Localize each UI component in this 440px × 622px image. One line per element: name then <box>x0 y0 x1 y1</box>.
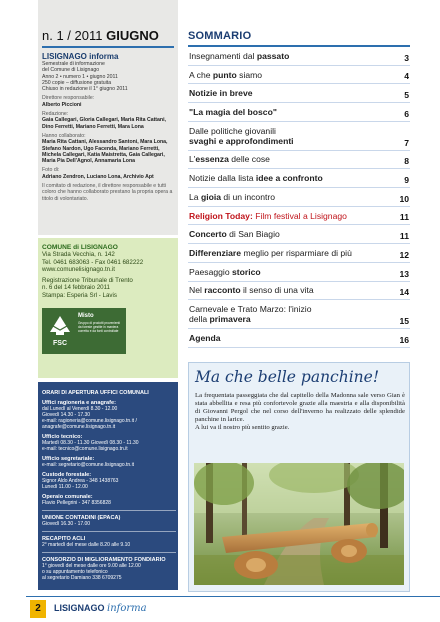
toc-item-text: Film festival a Lisignago <box>252 210 347 221</box>
toc-item-keyword: svaghi e approfondimenti <box>189 135 294 146</box>
consorzio-line: al segretario Damiano 338 6709275 <box>42 575 122 581</box>
office-section-line: Signor Aldo Andrea - 348 1438763 <box>42 478 119 484</box>
toc-page-number: 5 <box>404 90 409 101</box>
issue-number: n. 1 / 2011 <box>42 28 103 43</box>
toc-item[interactable] <box>188 84 410 103</box>
issue-month: GIUGNO <box>106 28 159 43</box>
section-divider <box>42 531 176 532</box>
fsc-badge <box>42 308 126 354</box>
comune-phone: Tel. 0461 683063 - Fax 0461 682222 <box>42 258 144 266</box>
unione-title: UNIONE CONTADINI (EPACA) <box>42 515 121 521</box>
volunteer-note: Il comitato di redazione, il direttore responsabile e tutti coloro che hanno collaborato prestano la propria opera a titolo di volontariato. <box>42 183 173 202</box>
office-section-line: Giovedì 14.30 - 17.30 <box>42 412 91 418</box>
toc-item-keyword: Religion Today: <box>189 210 253 221</box>
comune-address: Via Strada Vecchia, n. 142 <box>42 251 115 259</box>
toc-item-text: Dalle politiche giovanili <box>189 125 276 136</box>
photo-credits-label: Foto di: <box>42 167 60 174</box>
office-section-title: Custode forestale: <box>42 472 92 478</box>
toc-item-keyword: "La magia del bosco" <box>189 107 277 118</box>
toc-item[interactable] <box>188 244 410 263</box>
office-hours-heading: ORARI DI APERTURA UFFICI COMUNALI <box>42 390 149 396</box>
director-name: Alberto Piccioni <box>42 101 82 108</box>
toc-item-keyword: idee a confronto <box>255 173 323 184</box>
table-of-contents <box>188 30 410 348</box>
office-section-title: Uffici ragioneria e anagrafe: <box>42 400 116 406</box>
article-paragraph: La frequentata passeggiata che dal capitello della Madonna sale verso Gian è stata abbellita e resa più confortevole grazie alla maestria e alla disponibilità di Giovanni Pergol che nel corso dell'inverno ha realizzato delle splendide panchine in larice. <box>195 392 405 424</box>
office-section-line: Martedì 08.30 - 11.30 Giovedì 08.30 - 11.30 <box>42 440 139 446</box>
publication-title: LISIGNAGO informa <box>42 52 119 61</box>
toc-item[interactable] <box>188 122 410 151</box>
office-section-line: e-mail: segretario@comune.lisignago.tn.it <box>42 462 135 468</box>
bench-photo <box>194 463 404 585</box>
left-column <box>38 0 178 600</box>
article-box <box>188 362 410 592</box>
footer-brand <box>54 603 147 614</box>
footer-divider <box>26 596 440 597</box>
toc-item-text: Nel <box>189 285 205 296</box>
acli-line: 2° martedì del mese dalle 8.20 alle 9.10 <box>42 542 131 548</box>
office-section-line: anagrafe@comune.lisignago.tn.it <box>42 424 116 430</box>
section-divider <box>42 510 176 511</box>
office-section-line: e-mail: ragioneria@comune.lisignago.tn.it / <box>42 418 137 424</box>
photo-credits: Adriano Zendron, Luciano Lona, Archivio Apt <box>42 173 154 180</box>
toc-item-keyword: gioia <box>200 191 222 202</box>
consorzio-line: o su appuntamento telefonico <box>42 569 108 575</box>
toc-item[interactable] <box>188 47 410 66</box>
masthead-line: Anno 2 • numero 1 • giugno 2011 <box>42 73 118 80</box>
toc-item[interactable] <box>188 103 410 122</box>
toc-page-number: 15 <box>399 316 409 327</box>
toc-page-number: 6 <box>404 108 409 119</box>
office-section-line: Lunedì 11.00 - 12.00 <box>42 484 88 490</box>
toc-item-text: delle cose <box>228 154 270 165</box>
issue-heading <box>42 28 174 43</box>
toc-page-number: 3 <box>404 52 409 63</box>
toc-item-keyword: essenza <box>195 154 229 165</box>
toc-item[interactable] <box>188 300 410 329</box>
masthead-line: Chiuso in redazione il 1° giugno 2011 <box>42 86 128 93</box>
registration-line: Registrazione Tribunale di Trento <box>42 277 133 285</box>
toc-item[interactable] <box>188 329 410 348</box>
section-divider <box>42 552 176 553</box>
toc-item[interactable] <box>188 151 410 170</box>
toc-item-keyword: passato <box>256 50 290 61</box>
toc-item[interactable] <box>188 282 410 301</box>
acli-title: RECAPITO ACLI <box>42 536 86 542</box>
office-section-line: Flavio Pellegrini - 347 8356828 <box>42 500 111 506</box>
toc-item-text: il senso di una vita <box>240 285 314 296</box>
toc-page-number: 7 <box>404 137 409 148</box>
masthead-text <box>42 52 176 202</box>
toc-item-keyword: punto <box>212 69 237 80</box>
toc-page-number: 14 <box>399 287 409 298</box>
collaborators-label: Hanno collaborato: <box>42 132 86 139</box>
toc-item-text: La <box>189 191 201 202</box>
toc-page-number: 11 <box>399 231 409 242</box>
toc-item-keyword: Agenda <box>189 332 221 343</box>
toc-page-number: 13 <box>399 268 409 279</box>
toc-item[interactable] <box>188 225 410 244</box>
masthead-line: Semestrale di informazione <box>42 61 105 67</box>
footer-brand-name: LISIGNAGO <box>54 603 105 613</box>
article-title: Ma che belle panchine! <box>195 368 380 386</box>
toc-page-number: 10 <box>399 193 409 204</box>
redazione-names: Gaia Callegari, Gloria Callegari, Maria Rita Cattani, Dino Ferretti, Mariano Ferretti, Mara Lona <box>42 117 166 130</box>
toc-page-number: 16 <box>399 334 409 345</box>
fsc-title: Misto <box>78 313 94 319</box>
comune-info <box>42 244 174 299</box>
comune-box <box>38 238 178 378</box>
fsc-label: FSC <box>53 340 67 347</box>
toc-item-keyword: Differenziare <box>189 248 242 259</box>
office-hours-box <box>38 382 178 590</box>
toc-page-number: 8 <box>404 156 409 167</box>
fsc-description: Gruppo di prodotti provenienti da foreste gestite in maniera corretta e da fonti controllate <box>78 321 120 333</box>
director-label: Direttore responsabile: <box>42 95 95 102</box>
printer-line: Stampa: Esperia Srl - Lavis <box>42 291 117 299</box>
masthead-line: del Comune di Lisignago <box>42 67 100 74</box>
toc-page-number: 11 <box>399 212 409 223</box>
toc-item-text: L' <box>189 154 196 165</box>
toc-item-keyword: Notizie in breve <box>189 88 253 99</box>
comune-title: COMUNE di LISIGNAGO <box>42 244 118 251</box>
toc-item-keyword: storico <box>232 266 261 277</box>
toc-item-text: Carnevale e Trato Marzo: l'inizio della <box>189 304 312 325</box>
toc-item-text: di un incontro <box>221 191 275 202</box>
office-section-title: Ufficio segretariale: <box>42 456 95 462</box>
toc-item-keyword: Concerto <box>189 229 227 240</box>
toc-item-keyword: racconto <box>204 285 241 296</box>
toc-item-text: meglio per risparmiare di più <box>241 248 352 259</box>
toc-item-text: A che <box>189 69 213 80</box>
toc-title: SOMMARIO <box>188 30 252 42</box>
fsc-tree-icon <box>45 313 75 349</box>
registration-line: n. 6 del 14 febbraio 2011 <box>42 284 111 292</box>
toc-item[interactable] <box>188 263 410 282</box>
consorzio-title: CONSORZIO DI MIGLIORAMENTO FONDIARIO <box>42 557 166 563</box>
article-paragraph: A lui va il nostro più sentito grazie. <box>195 424 290 432</box>
toc-page-number: 9 <box>404 175 409 186</box>
collaborators-names: Maria Rita Cattani, Alessandro Santoni, Mara Lona, Stefano Nardon, Ugo Facenda, Mariano Ferretti, Michela Callegari, Katia Maistretta, Gaia Callegari, Maria Pia Dell'Agnol, Annamaria Lona <box>42 139 168 165</box>
toc-item[interactable] <box>188 169 410 188</box>
toc-item-text: Notizie dalla lista <box>189 173 256 184</box>
redazione-label: Redazione: <box>42 111 69 118</box>
toc-item-text: di San Biagio <box>226 229 280 240</box>
toc-item-text: Insegnamenti dal <box>189 50 257 61</box>
masthead-line: 250 copie – diffusione gratuita <box>42 79 112 86</box>
article-body <box>195 392 405 432</box>
toc-item-keyword: primavera <box>209 314 251 325</box>
unione-line: Giovedì 16.30 - 17.00 <box>42 521 91 527</box>
toc-page-number: 4 <box>404 71 409 82</box>
consorzio-line: 1° giovedì del mese dalle ore 9.00 alle 12.00 <box>42 563 141 569</box>
toc-item-text: siamo <box>236 69 263 80</box>
office-section-title: Operaio comunale: <box>42 494 93 500</box>
toc-item[interactable] <box>188 207 410 226</box>
toc-item-text: Paesaggio <box>189 266 233 277</box>
toc-item[interactable] <box>188 66 410 85</box>
comune-website[interactable]: www.comunelisignago.tn.it <box>42 265 115 273</box>
footer-brand-italic: informa <box>107 603 147 614</box>
toc-page-number: 12 <box>399 249 409 260</box>
issue-divider <box>42 46 174 48</box>
page-number: 2 <box>30 600 46 618</box>
office-section-line: e-mail: tecnico@comune.lisignago.tn.it <box>42 446 128 452</box>
office-section-line: dal Lunedì al Venerdì 8.30 - 12.00 <box>42 406 118 412</box>
office-hours-text <box>42 390 176 581</box>
toc-item[interactable] <box>188 188 410 207</box>
toc-list <box>188 47 410 348</box>
masthead-box <box>38 0 178 235</box>
office-section-title: Ufficio tecnico: <box>42 434 83 440</box>
